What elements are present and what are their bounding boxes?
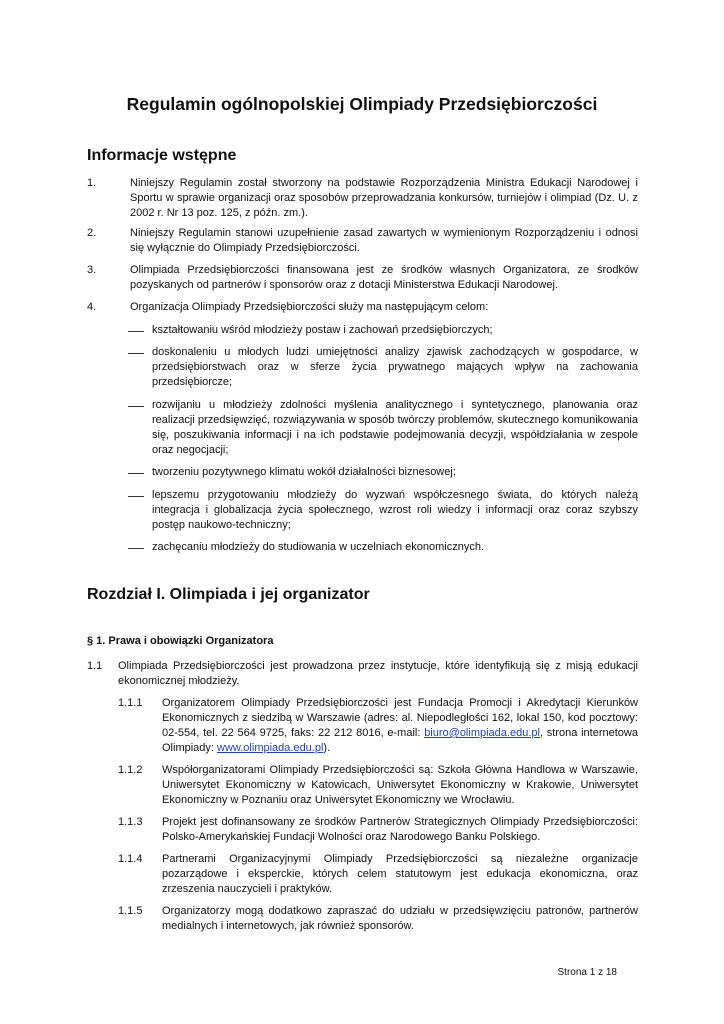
paragraph-1-1-1-text: Organizatorem Olimpiady Przedsiębiorczości jest Fundacja Promocji i Akredytacji Kierunków Ekonomicznych z siedzibą w Warszawie (adres: al. Niepodległości 162, lokal 150, kod pocztowy: 02-554, tel. 22 564 9725, faks: 22 212 8016, e-mail: biuro@olimpiada.edu.pl, strona internetowa Olimpiady: www.olimpiada.edu.pl). xyxy=(162,697,638,754)
document-title: Regulamin ogólnopolskiej Olimpiady Przedsiębiorczości xyxy=(126,94,598,114)
bullet-dash xyxy=(128,496,144,497)
bullet-item-3: rozwijaniu u młodzieży zdolności myślenia analitycznego i syntetycznego, planowania oraz realizacji przedsięwzięć, rozwiązywania w sposób twórczy problemów, skutecznego komunikowania się, poszukiwania informacji i na ich podstawie podejmowania decyzji, współdziałania w zespole oraz negocjacji; xyxy=(152,399,638,456)
bullet-item-1: kształtowaniu wśród młodzieży postaw i zachowań przedsiębiorczych; xyxy=(152,324,493,336)
section-1-heading: § 1. Prawa i obowiązki Organizatora xyxy=(87,635,274,647)
intro-item-4-text: Organizacja Olimpiady Przedsiębiorczości służy ma następującym celom: xyxy=(130,301,489,313)
bullet-dash xyxy=(128,353,144,354)
bullet-dash xyxy=(128,331,144,332)
paragraph-1-1-2-number: 1.1.2 xyxy=(118,764,143,776)
paragraph-1-1-5-text: Organizatorzy mogą dodatkowo zapraszać do udziału w przedsięwzięciu patronów, partnerów medialnych i internetowych, jak również sponsorów. xyxy=(162,905,638,932)
bullet-dash xyxy=(128,406,144,407)
intro-item-3-number: 3. xyxy=(87,264,97,276)
bullet-dash xyxy=(128,548,144,549)
bullet-item-2: doskonaleniu u młodych ludzi umiejętności analizy zjawisk zachodzących w gospodarce, w przedsiębiorstwach oraz w sferze życia prywatnego mających wpływ na zachowania przedsiębiorcze; xyxy=(152,346,638,388)
intro-heading: Informacje wstępne xyxy=(87,147,237,164)
intro-item-1-number: 1. xyxy=(87,177,97,189)
paragraph-1-1-3-number: 1.1.3 xyxy=(118,816,143,828)
paragraph-1-1-text: Olimpiada Przedsiębiorczości jest prowadzona przez instytucje, które identyfikują się z misją edukacji ekonomicznej młodzieży. xyxy=(118,660,638,687)
website-link[interactable]: www.olimpiada.edu.pl xyxy=(217,742,324,754)
email-link[interactable]: biuro@olimpiada.edu.pl xyxy=(424,727,540,739)
paragraph-1-1-number: 1.1 xyxy=(87,660,103,672)
intro-item-2-number: 2. xyxy=(87,227,97,239)
page-number: Strona 1 z 18 xyxy=(557,967,617,978)
paragraph-1-1-3-text: Projekt jest dofinansowany ze środków Partnerów Strategicznych Olimpiady Przedsiębiorczości: Polsko-Amerykańskiej Fundacji Wolności oraz Narodowego Banku Polskiego. xyxy=(162,816,638,843)
chapter-1-heading: Rozdział I. Olimpiada i jej organizator xyxy=(87,586,370,603)
intro-item-2-text: Niniejszy Regulamin stanowi uzupełnienie zasad zawartych w wymienionym Rozporządzeniu i odnosi się wyłącznie do Olimpiady Przedsiębiorczości. xyxy=(130,227,638,254)
paragraph-1-1-2-text: Współorganizatorami Olimpiady Przedsiębiorczości są: Szkoła Główna Handlowa w Warszawie, Uniwersytet Ekonomiczny w Katowicach, Uniwersytet Ekonomiczny w Krakowie, Uniwersytet Ekonomiczny w Poznaniu oraz Uniwersytet Ekonomiczny we Wrocławiu. xyxy=(162,764,638,806)
intro-item-3-text: Olimpiada Przedsiębiorczości finansowana jest ze środków własnych Organizatora, ze środków pozyskanych od partnerów i sponsorów oraz z dotacji Ministerstwa Edukacji Narodowej. xyxy=(130,264,638,291)
paragraph-1-1-4-text: Partnerami Organizacyjnymi Olimpiady Przedsiębiorczości są niezależne organizacje pozarządowe i eksperckie, których celem statutowym jest edukacja ekonomiczna, oraz zrzeszenia nauczycieli i praktyków. xyxy=(162,853,638,895)
intro-item-1-text: Niniejszy Regulamin został stworzony na podstawie Rozporządzenia Ministra Edukacji Narodowej i Sportu w sprawie organizacji oraz sposobów przeprowadzania konkursów, turniejów i olimpiad (Dz. U. z 2002 r. Nr 13 poz. 125, z późn. zm.). xyxy=(130,177,638,219)
bullet-item-6: zachęcaniu młodzieży do studiowania w uczelniach ekonomicznych. xyxy=(152,541,485,553)
bullet-item-5: lepszemu przygotowaniu młodzieży do wyzwań współczesnego świata, do których należą integracja i globalizacja życia społecznego, wzrost roli wiedzy i informacji oraz coraz szybszy postęp naukowo-techniczny; xyxy=(152,489,638,531)
bullet-item-4: tworzeniu pozytywnego klimatu wokół działalności biznesowej; xyxy=(152,466,456,478)
intro-item-4-number: 4. xyxy=(87,301,97,313)
paragraph-1-1-4-number: 1.1.4 xyxy=(118,853,143,865)
paragraph-1-1-5-number: 1.1.5 xyxy=(118,905,143,917)
bullet-dash xyxy=(128,473,144,474)
paragraph-1-1-1-number: 1.1.1 xyxy=(118,697,143,709)
